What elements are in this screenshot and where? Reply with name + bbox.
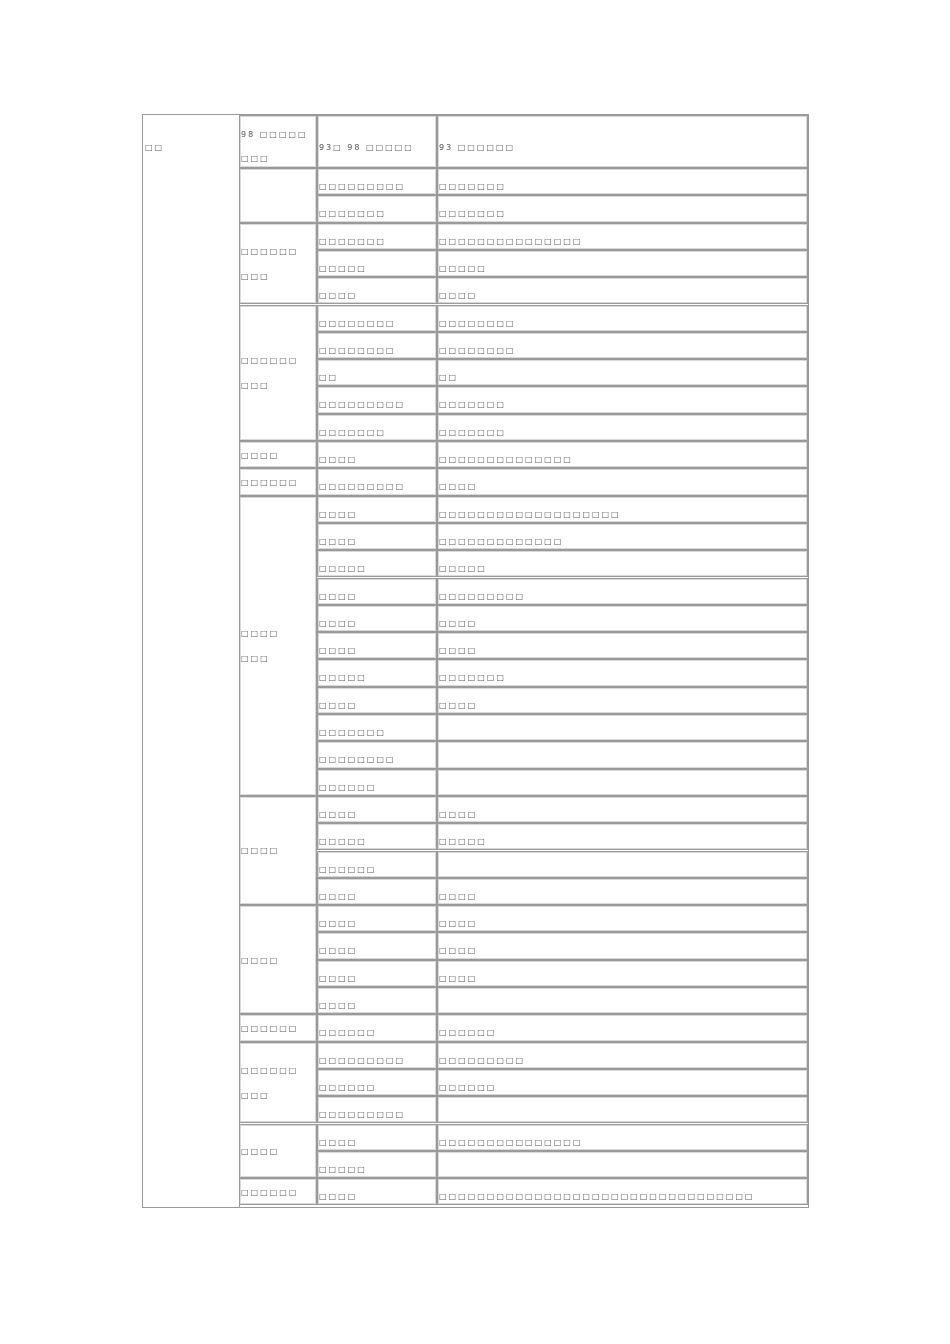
table-row-old bbox=[317, 386, 437, 413]
old-item-text: □□□□ bbox=[319, 646, 358, 656]
old-item-text: □□□□□□□□□ bbox=[319, 482, 406, 492]
table-row-new bbox=[437, 659, 808, 686]
old-item-text: □□□□ bbox=[319, 946, 358, 956]
old-item-text: □□□□ bbox=[319, 809, 358, 819]
old-item-text: □□□□ bbox=[319, 700, 358, 710]
group-label: □□□ bbox=[241, 380, 270, 390]
new-item-text: □□□□□ bbox=[439, 837, 487, 847]
old-item-text: □□□□□□□ bbox=[319, 427, 386, 437]
table-row-new bbox=[437, 1096, 808, 1123]
header-col3: 93□ 98 □□□□□ bbox=[319, 143, 414, 152]
old-item-text: □□□□ bbox=[319, 1192, 358, 1202]
group-cell bbox=[239, 1178, 317, 1205]
new-item-text: □□□□□□□□□□□□□□□ bbox=[439, 236, 583, 246]
old-item-text: □□□□ bbox=[319, 1137, 358, 1147]
group-label: □□□□□□ bbox=[241, 355, 299, 365]
new-item-text: □□□□□ bbox=[439, 263, 487, 273]
header-cell-col3 bbox=[317, 115, 437, 168]
group-label: □□□□ bbox=[241, 628, 280, 638]
new-item-text: □□□□□□ bbox=[439, 1028, 497, 1038]
old-item-text: □□□□□□ bbox=[319, 864, 377, 874]
new-item-text: □□ bbox=[439, 373, 459, 383]
table-row-new bbox=[437, 960, 808, 987]
header-col2-line2: □□□ bbox=[241, 154, 270, 163]
table-row-new bbox=[437, 195, 808, 222]
table-row-new bbox=[437, 332, 808, 359]
old-item-text: □□□□□□□ bbox=[319, 236, 386, 246]
old-item-text: □□□□ bbox=[319, 973, 358, 983]
table-row-new bbox=[437, 769, 808, 796]
header-cell-col2 bbox=[239, 115, 317, 168]
table-row-old bbox=[317, 414, 437, 441]
table-row-new bbox=[437, 414, 808, 441]
new-item-text: □□□□□□□□□□□□□□□ bbox=[439, 1137, 583, 1147]
table-row-new bbox=[437, 1069, 808, 1096]
table-row-new bbox=[437, 168, 808, 195]
new-item-text: □□□□ bbox=[439, 618, 478, 628]
table-row-old bbox=[317, 332, 437, 359]
table-row-new bbox=[437, 796, 808, 823]
table-row-old bbox=[317, 1069, 437, 1096]
new-item-text: □□□□□□□ bbox=[439, 673, 506, 683]
group-label: □□□□□□ bbox=[241, 246, 299, 256]
table-row-old bbox=[317, 932, 437, 959]
table-row-new bbox=[437, 277, 808, 304]
table-row-new bbox=[437, 468, 808, 495]
old-item-text: □□□□□□□□ bbox=[319, 755, 396, 765]
group-cell bbox=[239, 468, 317, 495]
table-row-new bbox=[437, 550, 808, 577]
group-cell bbox=[239, 1042, 317, 1124]
table-row-old bbox=[317, 550, 437, 577]
new-item-text: □□□□□□□□ bbox=[439, 318, 516, 328]
table-row-old bbox=[317, 359, 437, 386]
old-item-text: □□□□ bbox=[319, 618, 358, 628]
table-row-old bbox=[317, 305, 437, 332]
table-row-new bbox=[437, 687, 808, 714]
old-item-text: □□□□□ bbox=[319, 564, 367, 574]
group-cell bbox=[239, 1014, 317, 1041]
old-item-text: □□□□□□ bbox=[319, 782, 377, 792]
header-col4: 93 □□□□□□ bbox=[439, 143, 516, 152]
old-item-text: □□□□□□□□□ bbox=[319, 1110, 406, 1120]
new-item-text: □□□□□□□□□□□□□□ bbox=[439, 455, 573, 464]
group-label: □□□ bbox=[241, 271, 270, 281]
new-item-text: □□□□ bbox=[439, 482, 478, 492]
old-item-text: □□□□ bbox=[319, 891, 358, 901]
new-item-text: □□□□ bbox=[439, 891, 478, 901]
new-item-text: □□□□□□□ bbox=[439, 400, 506, 410]
table-row-old bbox=[317, 1124, 437, 1151]
group-cell bbox=[239, 1124, 317, 1179]
table-row-new bbox=[437, 1042, 808, 1069]
new-item-text: □□□□□□□□□ bbox=[439, 1055, 526, 1065]
table-row-old bbox=[317, 195, 437, 222]
old-item-text: □□□□ bbox=[319, 509, 358, 519]
new-item-text: □□□□□□□ bbox=[439, 427, 506, 437]
old-item-text: □□□□□□□□ bbox=[319, 345, 396, 355]
group-cell bbox=[239, 796, 317, 905]
table-row-new bbox=[437, 987, 808, 1014]
table-row-old bbox=[317, 1014, 437, 1041]
new-item-text: □□□□ bbox=[439, 973, 478, 983]
table-row-old bbox=[317, 441, 437, 468]
new-item-text: □□□□□□□□ bbox=[439, 345, 516, 355]
table-row-new bbox=[437, 1124, 808, 1151]
old-item-text: □□□□□ bbox=[319, 263, 367, 273]
table-row-new bbox=[437, 714, 808, 741]
table-row-new bbox=[437, 932, 808, 959]
group-label: □□□□ bbox=[241, 846, 280, 856]
table-row-new bbox=[437, 851, 808, 878]
table-row-new bbox=[437, 523, 808, 550]
table-row-new bbox=[437, 632, 808, 659]
table-row-new bbox=[437, 359, 808, 386]
table-row-old bbox=[317, 878, 437, 905]
table-row-old bbox=[317, 851, 437, 878]
group-cell bbox=[239, 496, 317, 796]
table-row-old bbox=[317, 523, 437, 550]
table-row-old bbox=[317, 1096, 437, 1123]
old-item-text: □□□□□□□□□ bbox=[319, 182, 406, 191]
table-row-new bbox=[437, 250, 808, 277]
table-row-old bbox=[317, 960, 437, 987]
new-item-text: □□□□ bbox=[439, 809, 478, 819]
table-row-old bbox=[317, 1151, 437, 1178]
table-row-new bbox=[437, 878, 808, 905]
table-row-old bbox=[317, 714, 437, 741]
new-item-text: □□□□□□□□□ bbox=[439, 591, 526, 601]
group-label: □□□ bbox=[241, 653, 270, 663]
new-item-text: □□□□□□□□□□□□□ bbox=[439, 536, 564, 546]
new-item-text: □□□□□□ bbox=[439, 1082, 497, 1092]
new-item-text: □□□□□ bbox=[439, 564, 487, 574]
old-item-text: □□□□ bbox=[319, 591, 358, 601]
table-row-old bbox=[317, 578, 437, 605]
header-col2-line1: 98 □□□□□ bbox=[241, 130, 308, 139]
table-row-old bbox=[317, 1178, 437, 1205]
table-row-old bbox=[317, 277, 437, 304]
group-cell bbox=[239, 441, 317, 468]
old-item-text: □□□□ bbox=[319, 919, 358, 929]
old-item-text: □□□□□□ bbox=[319, 1082, 377, 1092]
table-row-new bbox=[437, 823, 808, 850]
table-row-old bbox=[317, 632, 437, 659]
old-item-text: □□□□□□ bbox=[319, 1028, 377, 1038]
old-item-text: □□□□□□□ bbox=[319, 728, 386, 737]
group-label: □□□□ bbox=[241, 450, 280, 460]
group-cell bbox=[239, 168, 317, 223]
table-row-old bbox=[317, 796, 437, 823]
old-item-text: □□□□□□□□□ bbox=[319, 400, 406, 410]
old-item-text: □□□□□ bbox=[319, 837, 367, 847]
header-category: □□ bbox=[145, 143, 165, 152]
table-row-new bbox=[437, 305, 808, 332]
group-cell bbox=[239, 905, 317, 1014]
old-item-text: □□ bbox=[319, 373, 339, 383]
old-item-text: □□□□ bbox=[319, 1001, 358, 1010]
table-row-old bbox=[317, 468, 437, 495]
table-row-new bbox=[437, 1151, 808, 1178]
table-row-old bbox=[317, 1042, 437, 1069]
header-cell-col4 bbox=[437, 115, 808, 168]
old-item-text: □□□□□□□ bbox=[319, 209, 386, 219]
new-item-text: □□□□ bbox=[439, 919, 478, 929]
table-row-new bbox=[437, 1178, 808, 1205]
table-row-new bbox=[437, 441, 808, 468]
group-label: □□□□□□ bbox=[241, 1065, 299, 1075]
table-row-new bbox=[437, 578, 808, 605]
old-item-text: □□□□ bbox=[319, 455, 358, 464]
table-row-old bbox=[317, 223, 437, 250]
new-item-text: □□□□□□□□□□□□□□□□□□□ bbox=[439, 509, 621, 519]
table-row-old bbox=[317, 687, 437, 714]
old-item-text: □□□□ bbox=[319, 536, 358, 546]
old-item-text: □□□□□□□□ bbox=[319, 318, 396, 328]
table-row-old bbox=[317, 823, 437, 850]
group-label: □□□□□□ bbox=[241, 477, 299, 487]
group-cell bbox=[239, 223, 317, 305]
table-row-old bbox=[317, 769, 437, 796]
new-item-text: □□□□ bbox=[439, 700, 478, 710]
table-row-new bbox=[437, 741, 808, 768]
new-item-text: □□□□ bbox=[439, 291, 478, 301]
group-cell bbox=[239, 305, 317, 442]
table-row-old bbox=[317, 987, 437, 1014]
table-row-old bbox=[317, 605, 437, 632]
new-item-text: □□□□ bbox=[439, 646, 478, 656]
table-row-new bbox=[437, 496, 808, 523]
group-label: □□□□□□ bbox=[241, 1023, 299, 1033]
table-row-new bbox=[437, 386, 808, 413]
table-row-old bbox=[317, 659, 437, 686]
group-label: □□□□ bbox=[241, 1146, 280, 1156]
table-row-old bbox=[317, 496, 437, 523]
comparison-table bbox=[142, 114, 809, 1208]
table-row-new bbox=[437, 223, 808, 250]
old-item-text: □□□□□ bbox=[319, 1164, 367, 1174]
table-row-new bbox=[437, 1014, 808, 1041]
table-row-new bbox=[437, 605, 808, 632]
new-item-text: □□□□□□□ bbox=[439, 182, 506, 191]
table-row-old bbox=[317, 168, 437, 195]
group-label: □□□□□□ bbox=[241, 1187, 299, 1197]
table-row-old bbox=[317, 741, 437, 768]
table-row-new bbox=[437, 905, 808, 932]
group-label: □□□□ bbox=[241, 955, 280, 965]
old-item-text: □□□□□ bbox=[319, 673, 367, 683]
new-item-text: □□□□□□□□□□□□□□□□□□□□□□□□□□□□□□□□□ bbox=[439, 1192, 755, 1202]
old-item-text: □□□□ bbox=[319, 291, 358, 301]
group-label: □□□ bbox=[241, 1090, 270, 1100]
old-item-text: □□□□□□□□□ bbox=[319, 1055, 406, 1065]
new-item-text: □□□□ bbox=[439, 946, 478, 956]
new-item-text: □□□□□□□ bbox=[439, 209, 506, 219]
header-cell-category bbox=[143, 115, 239, 168]
table-row-old bbox=[317, 250, 437, 277]
table-row-old bbox=[317, 905, 437, 932]
